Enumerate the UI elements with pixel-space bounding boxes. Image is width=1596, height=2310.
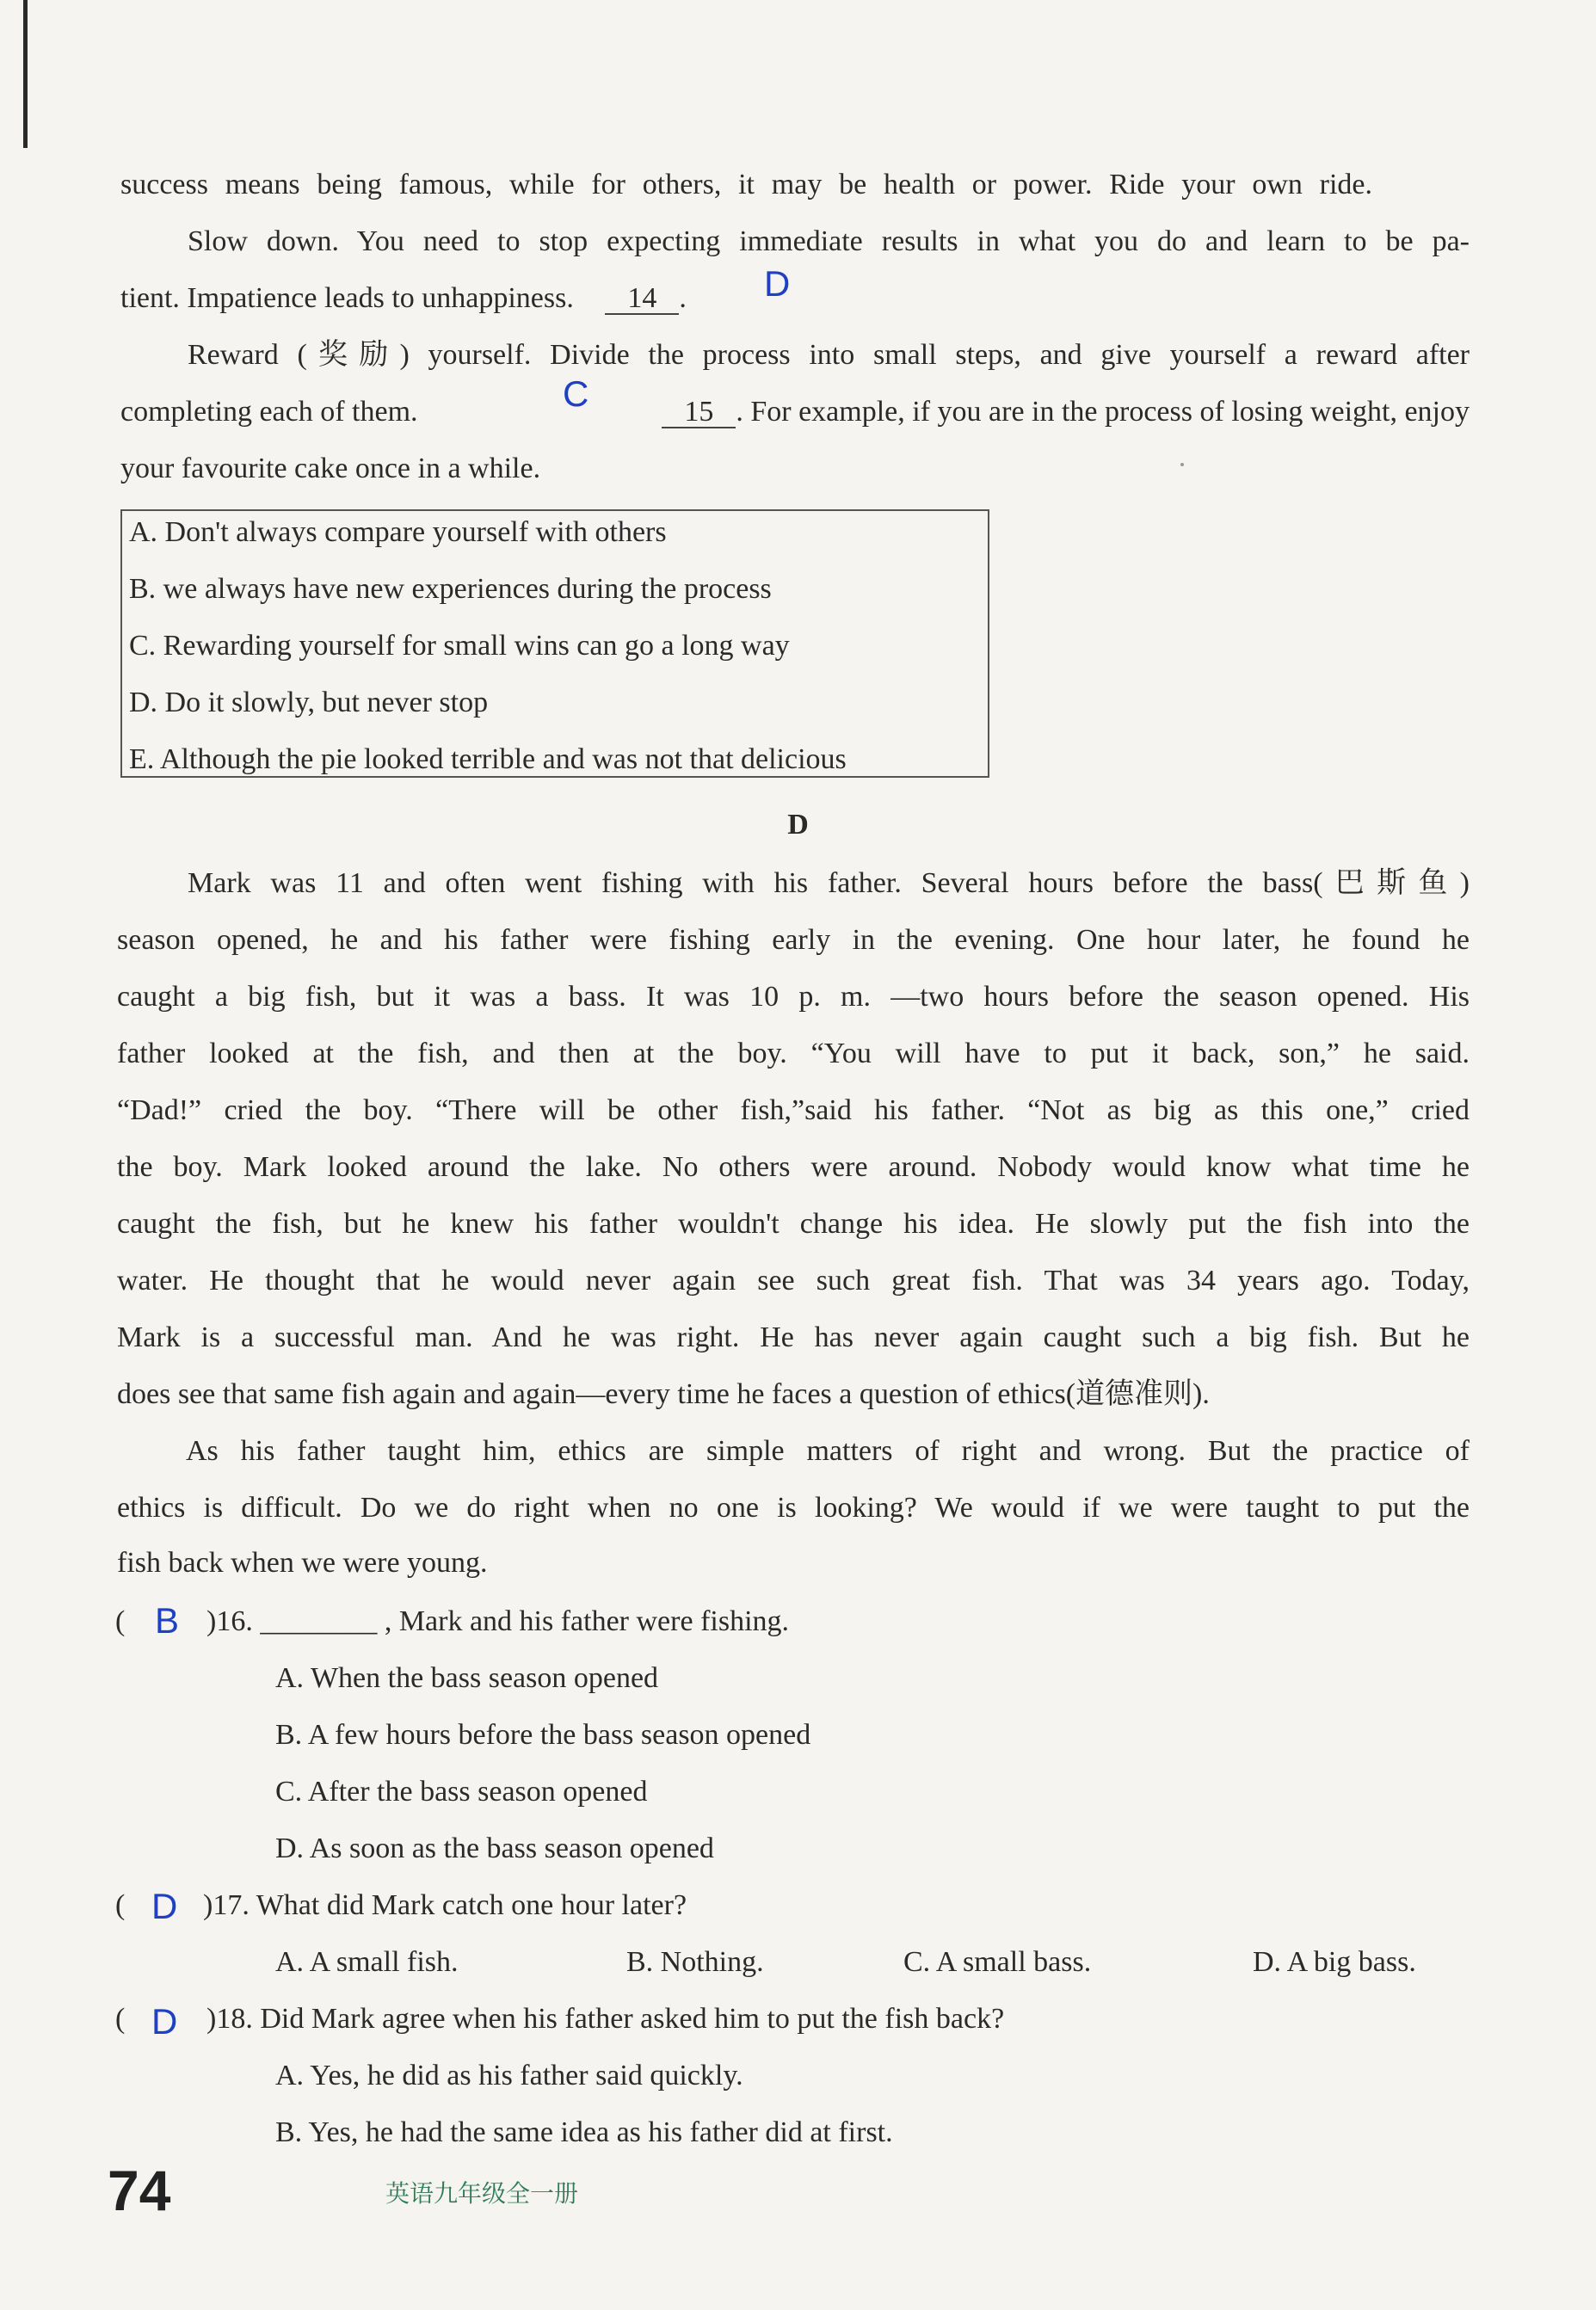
passage-line: the boy. Mark looked around the lake. No others were around. Nobody would know what time he bbox=[117, 1151, 1470, 1183]
question-17-option-d: D. A big bass. bbox=[1253, 1946, 1416, 1978]
question-18-paren: ( bbox=[115, 2003, 126, 2035]
question-18-option-a: A. Yes, he did as his father said quickly. bbox=[275, 2060, 743, 2091]
question-16-stem: )16. ________ , Mark and his father were fishing. bbox=[206, 1605, 790, 1637]
options-box bbox=[120, 509, 989, 778]
question-16-option-b: B. A few hours before the bass season opened bbox=[275, 1719, 811, 1751]
passage-line: fish back when we were young. bbox=[117, 1547, 488, 1579]
option-d: D. Do it slowly, but never stop bbox=[129, 687, 489, 718]
passage-line: As his father taught him, ethics are simple matters of right and wrong. But the practice of bbox=[186, 1435, 1470, 1467]
handwritten-answer-15: C bbox=[563, 373, 589, 414]
passage-text: completing each of them. bbox=[120, 396, 418, 428]
passage-line: season opened, he and his father were fishing early in the evening. One hour later, he found he bbox=[117, 924, 1470, 956]
question-16-option-c: C. After the bass season opened bbox=[275, 1776, 648, 1808]
passage-line: Reward (奖励) yourself. Divide the process into small steps, and give yourself a reward after bbox=[188, 339, 1470, 371]
passage-line: your favourite cake once in a while. bbox=[120, 453, 541, 484]
passage-line: Slow down. You need to stop expecting immediate results in what you do and learn to be pa- bbox=[188, 225, 1470, 257]
passage-line: does see that same fish again and again—every time he faces a question of ethics(道德准则). bbox=[117, 1378, 1210, 1410]
book-title: 英语九年级全一册 bbox=[385, 2179, 579, 2208]
passage-line: caught a big fish, but it was a bass. It was 10 p. m. —two hours before the season opened. His bbox=[117, 981, 1470, 1013]
passage-text: . For example, if you are in the process of losing weight, enjoy bbox=[736, 396, 1470, 428]
question-18-stem: )18. Did Mark agree when his father asked him to put the fish back? bbox=[206, 2003, 1005, 2035]
handwritten-answer-17: D bbox=[151, 1886, 178, 1926]
option-a: A. Don't always compare yourself with others bbox=[129, 516, 667, 548]
handwritten-answer-14: D bbox=[764, 263, 791, 304]
question-17-option-c: C. A small bass. bbox=[903, 1946, 1092, 1978]
stray-dot bbox=[1180, 463, 1184, 466]
handwritten-answer-18: D bbox=[151, 2001, 178, 2042]
question-17-option-b: B. Nothing. bbox=[626, 1946, 764, 1978]
passage-text: . bbox=[679, 282, 687, 314]
page-number: 74 bbox=[108, 2159, 171, 2222]
passage-line: water. He thought that he would never again see such great fish. That was 34 years ago. Today, bbox=[117, 1265, 1470, 1297]
option-e: E. Although the pie looked terrible and was not that delicious bbox=[129, 743, 847, 775]
blank-number: 15 bbox=[684, 396, 714, 428]
question-17-paren: ( bbox=[115, 1889, 126, 1921]
option-c: C. Rewarding yourself for small wins can go a long way bbox=[129, 630, 790, 662]
passage-line: caught the fish, but he knew his father wouldn't change his idea. He slowly put the fish into the bbox=[117, 1208, 1470, 1240]
passage-line: ethics is difficult. Do we do right when no one is looking? We would if we were taught to put the bbox=[117, 1492, 1470, 1524]
passage-line: success means being famous, while for others, it may be health or power. Ride your own ride. bbox=[120, 169, 1372, 200]
passage-line-with-blank-14 bbox=[120, 284, 687, 315]
question-16-option-a: A. When the bass season opened bbox=[275, 1662, 659, 1694]
passage-line: father looked at the fish, and then at the boy. “You will have to put it back, son,” he said. bbox=[117, 1038, 1470, 1069]
passage-line-with-blank-15 bbox=[120, 397, 1470, 428]
blank-group bbox=[662, 397, 1470, 428]
passage-line: “Dad!” cried the boy. “There will be other fish,”said his father. “Not as big as this one,” cried bbox=[117, 1094, 1470, 1126]
handwritten-answer-16: B bbox=[155, 1600, 180, 1641]
question-18-option-b: B. Yes, he had the same idea as his father did at first. bbox=[275, 2116, 893, 2148]
binding-edge-line bbox=[23, 0, 28, 148]
section-title: D bbox=[787, 809, 809, 841]
blank-number: 14 bbox=[627, 282, 657, 314]
passage-line: Mark was 11 and often went fishing with his father. Several hours before the bass(巴斯鱼) bbox=[188, 867, 1470, 899]
question-16-option-d: D. As soon as the bass season opened bbox=[275, 1833, 714, 1864]
passage-text: tient. Impatience leads to unhappiness. bbox=[120, 282, 574, 314]
blank-15 bbox=[662, 397, 736, 428]
option-b: B. we always have new experiences during the process bbox=[129, 573, 772, 605]
question-17-option-a: A. A small fish. bbox=[275, 1946, 459, 1978]
blank-14 bbox=[605, 284, 679, 315]
question-17-stem: )17. What did Mark catch one hour later? bbox=[203, 1889, 687, 1921]
passage-line: Mark is a successful man. And he was right. He has never again caught such a big fish. But he bbox=[117, 1321, 1470, 1353]
question-16-paren: ( bbox=[115, 1605, 126, 1637]
